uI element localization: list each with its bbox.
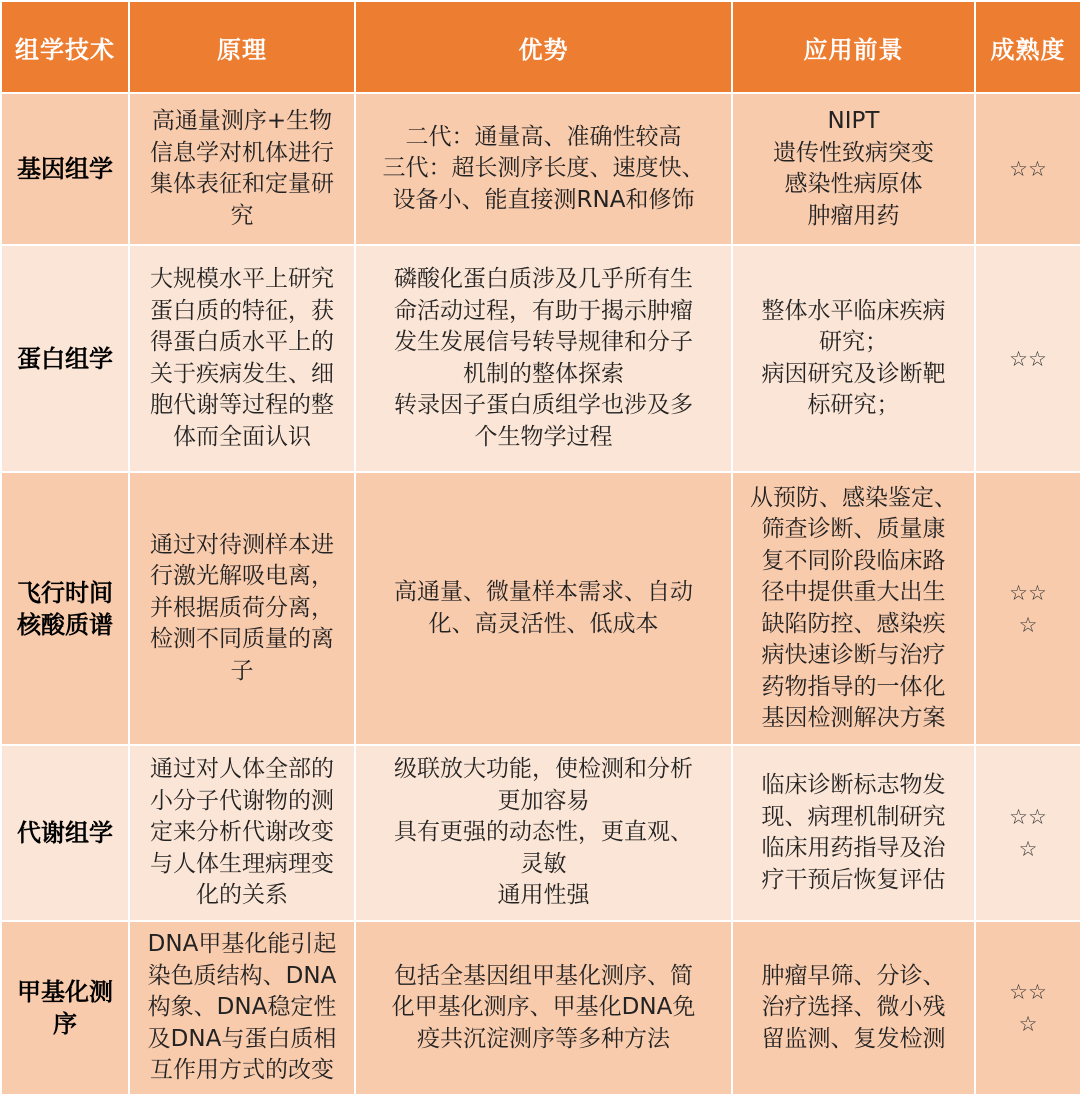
star-rating-icon: ☆☆ [1009, 580, 1047, 605]
principle-line: 化的关系 [196, 882, 288, 909]
maturity-cell [975, 472, 1080, 745]
prospect-line: 缺陷防控、感染疾 [761, 610, 946, 637]
prospect-line: 整体水平临床疾病 [761, 297, 946, 324]
tech-cell [1, 921, 129, 1095]
prospect-line: 病因研究及诊断靶 [761, 360, 946, 387]
prospect-line: 遗传性致病突变 [773, 139, 934, 166]
table-row [1, 472, 1080, 745]
advantage-line: 疫共沉淀测序等多种方法 [417, 1025, 670, 1052]
advantage-line: 发生发展信号转导规律和分子 [394, 329, 693, 355]
prospect-line: 筛查诊断、质量康 [761, 516, 946, 542]
prospect-cell [732, 921, 975, 1095]
prospect-line: 肿瘤用药 [807, 202, 900, 229]
principle-line: 及DNA与蛋白质相 [147, 1025, 337, 1052]
tech-line: 基因组学 [17, 155, 113, 183]
star-rating-icon: ☆☆ [1009, 346, 1047, 371]
prospect-line: 临床诊断标志物发 [761, 772, 946, 798]
principle-line: 构象、DNA稳定性 [147, 994, 337, 1021]
principle-line: 信息学对机体进行 [150, 139, 334, 166]
tech-cell [1, 93, 129, 245]
star-rating-icon: ☆ [1018, 837, 1038, 861]
star-rating-icon: ☆ [1018, 612, 1038, 637]
tech-line: 代谢组学 [17, 819, 113, 847]
header-maturity: 成熟度 [975, 1, 1080, 93]
principle-line: 体而全面认识 [173, 423, 311, 450]
principle-cell [129, 745, 355, 921]
star-rating-icon: ☆☆ [1009, 157, 1047, 181]
principle-cell [129, 921, 355, 1095]
principle-line: 高通量测序+生物 [151, 108, 333, 134]
principle-line: 小分子代谢物的测 [150, 787, 334, 814]
table-row [1, 245, 1080, 472]
principle-line: 通过对待测样本进 [150, 531, 334, 558]
principle-line: 通过对人体全部的 [150, 756, 334, 783]
header-row [1, 1, 1080, 93]
maturity-cell [975, 745, 1080, 921]
advantage-line: 包括全基因组甲基化测序、简 [394, 962, 693, 989]
prospect-line: 径中提供重大出生 [761, 579, 946, 605]
prospect-line: 从预防、感染鉴定、 [750, 484, 957, 511]
principle-line: 得蛋白质水平上的 [150, 329, 334, 355]
principle-line: 子 [230, 657, 254, 684]
maturity-cell [975, 245, 1080, 472]
principle-line: 并根据质荷分离， [150, 594, 334, 621]
tech-line: 序 [53, 1010, 77, 1038]
prospect-cell [732, 93, 975, 245]
principle-line: 互作用方式的改变 [150, 1057, 334, 1084]
prospect-line: 药物指导的一体化 [761, 673, 946, 700]
star-rating-icon: ☆☆ [1009, 980, 1047, 1004]
star-rating-icon: ☆ [1018, 1012, 1038, 1036]
advantage-cell [355, 745, 732, 921]
maturity-cell [975, 921, 1080, 1095]
principle-cell [129, 93, 355, 245]
advantage-line: 磷酸化蛋白质涉及几乎所有生 [394, 266, 693, 292]
table-row [1, 921, 1080, 1095]
tech-line: 蛋白组学 [17, 344, 113, 373]
prospect-line: 基因检测解决方案 [761, 705, 946, 731]
principle-line: 检测不同质量的离 [150, 626, 334, 653]
prospect-line: 研究； [819, 329, 888, 355]
prospect-line: 治疗选择、微小残 [761, 994, 946, 1021]
prospect-line: NIPT [827, 108, 880, 134]
principle-cell [129, 245, 355, 472]
prospect-line: 留监测、复发检测 [761, 1025, 946, 1052]
tech-line: 核酸质谱 [17, 610, 113, 639]
table-row [1, 745, 1080, 921]
prospect-cell [732, 745, 975, 921]
header-prospect: 应用前景 [732, 1, 975, 93]
header-tech: 组学技术 [1, 1, 129, 93]
header-principle: 原理 [129, 1, 355, 93]
prospect-line: 病快速诊断与治疗 [761, 642, 946, 668]
advantage-line: 机制的整体探索 [463, 360, 624, 387]
principle-line: 行激光解吸电离， [150, 563, 334, 590]
advantage-line: 二代：通量高、准确性较高 [405, 123, 682, 150]
advantage-line: 级联放大功能，使检测和分析 [394, 756, 693, 783]
prospect-line: 感染性病原体 [784, 171, 923, 197]
table-row [1, 93, 1080, 245]
principle-line: 关于疾病发生、细 [150, 360, 334, 387]
advantage-line: 命活动过程，有助于揭示肿瘤 [394, 297, 693, 324]
advantage-line: 设备小、能直接测RNA和修饰 [392, 186, 695, 213]
principle-line: 蛋白质的特征，获 [150, 297, 334, 324]
principle-line: 集体表征和定量研 [150, 171, 334, 197]
header-advantage: 优势 [355, 1, 732, 93]
principle-line: 胞代谢等过程的整 [150, 392, 334, 418]
advantage-line: 化甲基化测序、甲基化DNA免 [391, 994, 696, 1021]
tech-cell [1, 745, 129, 921]
principle-line: DNA甲基化能引起 [147, 931, 337, 958]
prospect-line: 临床用药指导及治 [761, 835, 946, 861]
advantage-line: 通用性强 [497, 882, 590, 909]
principle-line: 定来分析代谢改变 [150, 819, 334, 846]
prospect-line: 肿瘤早筛、分诊、 [761, 962, 946, 989]
advantage-line: 转录因子蛋白质组学也涉及多 [394, 392, 693, 418]
principle-line: 大规模水平上研究 [150, 266, 334, 292]
advantage-cell [355, 921, 732, 1095]
advantage-line: 具有更强的动态性，更直观、 [394, 819, 693, 846]
tech-cell [1, 472, 129, 745]
tech-line: 飞行时间 [17, 578, 113, 607]
advantage-line: 个生物学过程 [474, 423, 613, 450]
principle-line: 染色质结构、DNA [147, 962, 337, 989]
prospect-line: 疗干预后恢复评估 [761, 866, 946, 893]
prospect-line: 复不同阶段临床路 [761, 547, 946, 574]
maturity-cell [975, 93, 1080, 245]
advantage-line: 灵敏 [520, 850, 567, 877]
advantage-line: 高通量、微量样本需求、自动 [394, 579, 693, 605]
advantage-cell [355, 93, 732, 245]
principle-cell [129, 472, 355, 745]
prospect-cell [732, 245, 975, 472]
principle-line: 与人体生理病理变 [150, 850, 334, 877]
prospect-line: 标研究； [807, 392, 900, 418]
tech-cell [1, 245, 129, 472]
advantage-line: 化、高灵活性、低成本 [428, 610, 659, 637]
prospect-line: 现、病理机制研究 [761, 803, 946, 830]
prospect-cell [732, 472, 975, 745]
advantage-line: 更加容易 [497, 787, 590, 814]
advantage-cell [355, 472, 732, 745]
star-rating-icon: ☆☆ [1009, 805, 1047, 829]
principle-line: 究 [230, 202, 254, 229]
advantage-cell [355, 245, 732, 472]
advantage-line: 三代：超长测序长度、速度快、 [382, 155, 705, 182]
tech-line: 甲基化测 [17, 978, 113, 1006]
